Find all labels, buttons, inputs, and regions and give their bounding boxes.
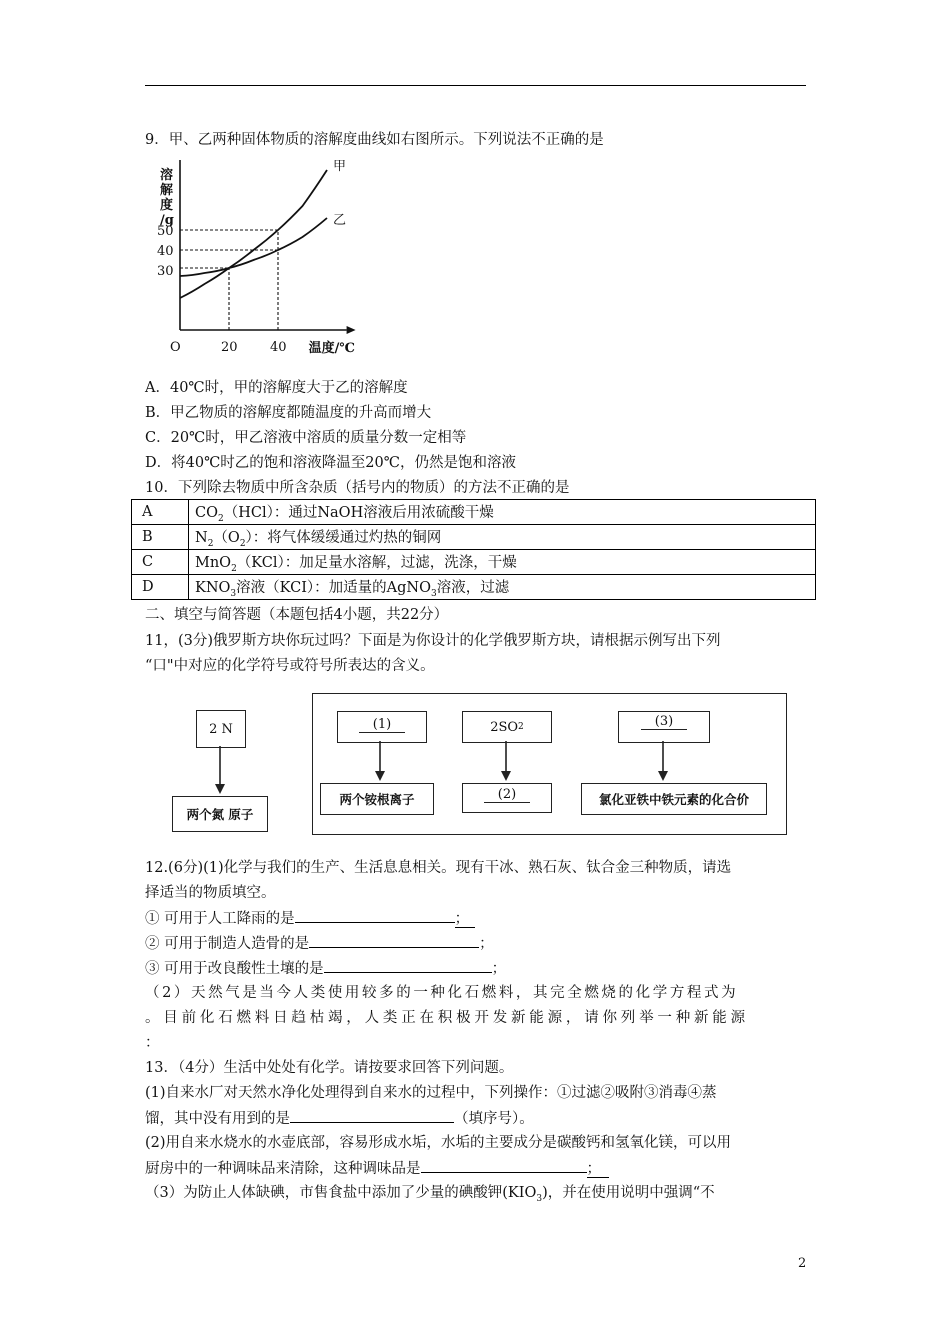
section-heading: 二、填空与简答题（本题包括4小题，共22分） bbox=[145, 607, 449, 623]
x-axis-label: 温度/℃ bbox=[308, 341, 355, 356]
option-text: $CO_2(HCl)$：通过NaOH溶液后用浓硫酸干燥 bbox=[189, 500, 816, 525]
q10-stem: 10．下列除去物质中所含杂质（括号内的物质）的方法不正确的是 bbox=[145, 480, 570, 496]
q12-part2-line1: （2）天然气是当今人类使用较多的一种化石燃料，其完全燃烧的化学方程式为 bbox=[145, 985, 739, 1001]
y-axis-label: 解 bbox=[160, 183, 174, 198]
formula-box: 2SO 2 bbox=[462, 711, 552, 743]
q13-part3-line1: （3）为防止人体缺碘，市售食盐中添加了少量的碘酸钾$(KIO_3)$，并在使用说明中强调“不 bbox=[145, 1185, 715, 1204]
arrow-down-icon bbox=[370, 741, 390, 783]
option-text: MnO$_2$（KCl）：加足量水溶解，过滤，洗涤，干燥 bbox=[189, 550, 816, 575]
example-top-box: 2 N bbox=[196, 710, 246, 748]
series-label: 甲 bbox=[333, 160, 347, 174]
table-row bbox=[132, 550, 816, 575]
q13-part2-line2: 厨房中的一种调味品来清除，这种调味品是 ； bbox=[145, 1156, 609, 1178]
y-axis-label: /g bbox=[160, 213, 174, 228]
q12-stem-line1: 12.(6分)(1)化学与我们的生产、生活息息相关。现有干冰、熟石灰、钛合金三种物质，请选 bbox=[145, 860, 732, 876]
table-row bbox=[132, 500, 816, 525]
q9-option-b: B．甲乙物质的溶解度都随温度的升高而增大 bbox=[145, 405, 432, 421]
solubility-chart bbox=[150, 160, 380, 360]
blank-2-box: (2) bbox=[462, 783, 552, 813]
table-row bbox=[132, 575, 816, 600]
origin-label: O bbox=[170, 340, 181, 355]
q13-part1-line1: (1)自来水厂对天然水净化处理得到自来水的过程中，下列操作：①过滤②吸附③消毒④蒸 bbox=[145, 1085, 717, 1101]
option-text: $KNO_3$溶液（KCI）：加适量的AgNO$_3$溶液，过滤 bbox=[189, 575, 816, 600]
q13-stem: 13．（4分）生活中处处有化学。请按要求回答下列问题。 bbox=[145, 1060, 514, 1076]
q9-option-d: D．将40℃时乙的饱和溶液降温至20℃，仍然是饱和溶液 bbox=[145, 455, 516, 471]
q9-stem: 9．甲、乙两种固体物质的溶解度曲线如右图所示。下列说法不正确的是 bbox=[145, 132, 604, 148]
q12-part2-line3: ： bbox=[145, 1035, 160, 1051]
y-axis-label: 度 bbox=[160, 198, 174, 213]
blank-3-box: (3) bbox=[618, 711, 710, 743]
answer-1-box: 两个铵根离子 bbox=[320, 783, 434, 815]
option-key: C bbox=[132, 550, 189, 575]
arrow-down-icon bbox=[210, 746, 230, 796]
y-tick-label: 30 bbox=[157, 264, 174, 279]
q10-options-table bbox=[131, 499, 816, 600]
option-key: B bbox=[132, 525, 189, 550]
y-tick-label: 40 bbox=[157, 244, 174, 259]
option-text: $N_2(O_2)$：将气体缓缓通过灼热的铜网 bbox=[189, 525, 816, 550]
table-row bbox=[132, 525, 816, 550]
q9-option-c: C．20℃时，甲乙溶液中溶质的质量分数一定相等 bbox=[145, 430, 467, 446]
q13-part2-line1: (2)用自来水烧水的水壶底部，容易形成水垢，水垢的主要成分是碳酸钙和氢氧化镁，可以用 bbox=[145, 1135, 732, 1151]
q11-stem-line1: 11，(3分)俄罗斯方块你玩过吗？下面是为你设计的化学俄罗斯方块，请根据示例写出下列 bbox=[145, 633, 721, 649]
y-tick-label: 50 bbox=[157, 224, 174, 239]
option-key: A bbox=[132, 500, 189, 525]
y-axis-label: 溶 bbox=[160, 168, 174, 183]
q12-item-1: ① 可用于人工降雨的是 ； bbox=[145, 906, 475, 928]
option-key: D bbox=[132, 575, 189, 600]
q12-part2-line2: 。目前化石燃料日趋枯竭，人类正在积极开发新能源，请你列举一种新能源 bbox=[145, 1010, 749, 1026]
blank-1-box: (1) bbox=[337, 711, 427, 743]
header-rule bbox=[145, 85, 806, 86]
example-bottom-box: 两个氮 原子 bbox=[172, 796, 268, 832]
arrow-down-icon bbox=[653, 741, 673, 783]
q12-item-3: ③ 可用于改良酸性土壤的是 ； bbox=[145, 956, 506, 978]
x-axis-arrow bbox=[347, 326, 356, 334]
series-line-乙 bbox=[180, 218, 327, 276]
x-tick-label: 20 bbox=[221, 340, 238, 355]
q13-part1-line2: 馏，其中没有用到的是 （填序号）。 bbox=[145, 1106, 534, 1128]
q12-item-2: ② 可用于制造人造骨的是 ； bbox=[145, 931, 494, 953]
arrow-down-icon bbox=[496, 741, 516, 783]
page-number: 2 bbox=[798, 1256, 807, 1271]
series-label: 乙 bbox=[333, 213, 347, 228]
series-line-甲 bbox=[180, 170, 327, 298]
x-tick-label: 40 bbox=[270, 340, 287, 355]
answer-3-box: 氯化亚铁中铁元素的化合价 bbox=[581, 783, 767, 815]
q9-option-a: A．40℃时，甲的溶解度大于乙的溶解度 bbox=[145, 380, 408, 396]
q12-stem-line2: 择适当的物质填空。 bbox=[145, 885, 276, 901]
q11-stem-line2: “口"中对应的化学符号或符号所表达的含义。 bbox=[145, 658, 435, 674]
